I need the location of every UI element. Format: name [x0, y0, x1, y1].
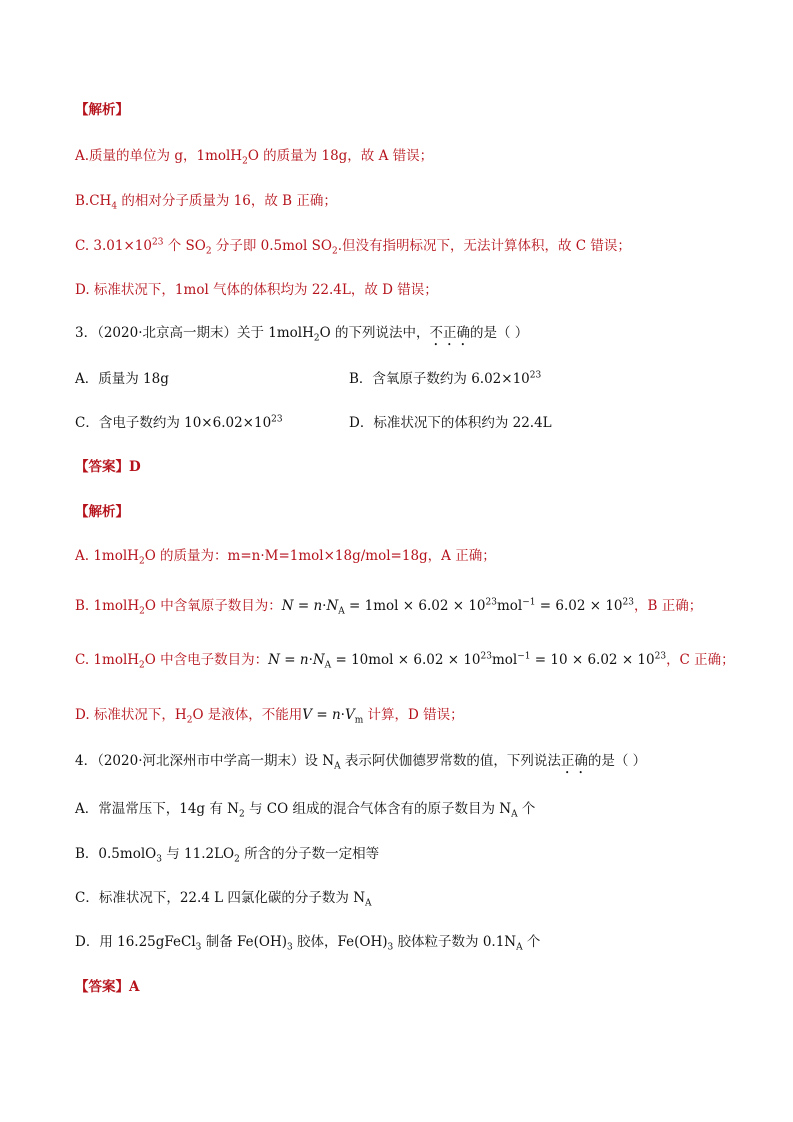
formula-oxygen-atoms: $N = n\cdot N_A = 1mol \times 6.02 \times 10^{23}mol^{-1} = 6.02 \times 10^{23}$	[281, 597, 634, 617]
question-4-option-a: A．常温常压下，14g 有 $N_2$ 与 CO 组成的混合气体含有的原子数目为 $N_A$ 个	[75, 801, 536, 820]
question-4-option-c: C．标准状况下，22.4 L 四氯化碳的分子数为 $N_A$	[75, 890, 372, 909]
analysis-line-d: D. 标准状况下，1mol 气体的体积均为 22.4L，故 D 错误；	[75, 282, 438, 298]
analysis-3-b: B. 1molH$_2$O 中含氧原子数目为：$N = n\cdot N_A = 1mol \times 6.02 \times 10^{23}mol^{-1} = 6.02 \times 10^{23}$，B 正确；	[75, 597, 703, 617]
question-4-stem: 4．（2020·河北深州市中学高一期末）设 $N_A$ 表示阿伏伽德罗常数的值，下列说法正确的是（ ）	[75, 753, 647, 772]
question-3-option-a: A．质量为 18g	[75, 371, 169, 387]
question-3-option-d: D．标准状况下的体积约为 22.4L	[349, 415, 552, 431]
answer-3: 【答案】D	[75, 459, 141, 475]
analysis-3-c: C. 1molH$_2$O 中含电子数目为：$N = n\cdot N_A = 10mol \times 6.02 \times 10^{23}mol^{-1} = 10 \times 6.02 \times 10^{23}$，C 正确；	[75, 651, 735, 671]
formula-volume: $V = n\cdot V_m$	[302, 707, 364, 726]
analysis-line-b: $B.CH_4$ 的相对分子质量为 16，故 B 正确；	[75, 193, 337, 212]
analysis-heading-1: 【解析】	[75, 102, 129, 118]
question-4-option-d: D．用 16.25gFeCl$_3$ 制备 $Fe(OH)_3$ 胶体，$Fe(OH)_3$ 胶体粒子数为 $0.1N_A$ 个	[75, 934, 541, 953]
analysis-3-a: A. 1molH$_2$O 的质量为：m=n·M=1mol×18g/mol=18g，A 正确；	[75, 548, 496, 567]
analysis-3-d: D. 标准状况下，$H_2O$ 是液体，不能用$V = n\cdot V_m$ 计算，D 错误；	[75, 707, 464, 726]
analysis-heading-3: 【解析】	[75, 504, 129, 520]
answer-4: 【答案】A	[75, 979, 140, 995]
question-3-stem: 3．（2020·北京高一期末）关于 1molH$_2$O 的下列说法中，不正确的是（ ）	[75, 325, 529, 344]
question-3-option-c: C．含电子数约为 $10\times 6.02\times 10^{23}$	[75, 414, 283, 431]
question-4-option-b: B．0.5molO$_3$ 与 $11.2LO_2$ 所含的分子数一定相等	[75, 846, 380, 865]
analysis-line-c: C. $3.01\times 10^{23}$ 个 $SO_2$ 分子即 0.5mol $SO_2$.但没有指明标况下，无法计算体积，故 C 错误；	[75, 237, 631, 257]
formula-electrons: $N = n\cdot N_A = 10mol \times 6.02 \times 10^{23}mol^{-1} = 10 \times 6.02 \times 10^{23}$	[268, 651, 667, 671]
analysis-line-a: A.质量的单位为 g，1molH$_2$O 的质量为 18g，故 A 错误；	[75, 148, 434, 167]
question-3-option-b: B．含氧原子数约为 $6.02\times 10^{23}$	[349, 370, 542, 387]
